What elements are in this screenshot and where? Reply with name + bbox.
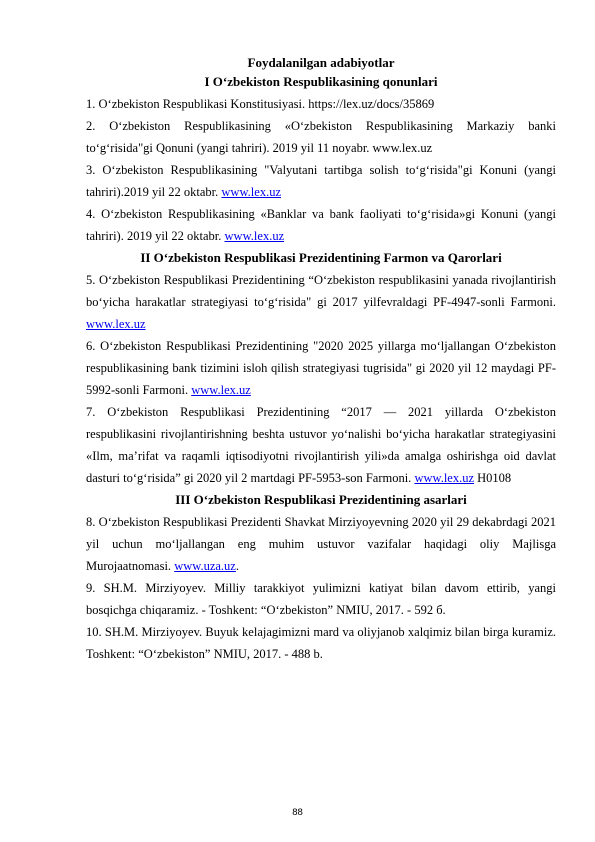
section-heading-works: III O‘zbekiston Respublikasi Prezidentining asarlari [175,492,467,507]
reference-entry-4: 4. O‘zbekiston Respublikasining «Banklar va bank faoliyati to‘g‘risida»gi Konuni (yangi tahriri). 2019 yil 22 oktabr. www.lex.uz [86,207,556,243]
reference-link[interactable]: www.lex.uz [414,471,475,485]
page-title: Foydalanilgan adabiyotlar [247,55,395,70]
reference-entry-9: 9. SH.M. Mirziyoyev. Milliy tarakkiyot yulimizni katiyat bilan davom ettirib, yangi bosqichga chiqaramiz. - Toshkent: “O‘zbekiston” NMIU, 2017. - 592 б. [86,581,556,617]
reference-entry-2: 2. O‘zbekiston Respublikasining «O‘zbekiston Respublikasining Markaziy banki to‘g‘risida"gi Qonuni (yangi tahriri). 2019 yil 11 noyabr. www.lex.uz [86,119,556,155]
reference-entry-8: 8. O‘zbekiston Respublikasi Prezidenti Shavkat Mirziyoyevning 2020 yil 29 dekabrdagi 2021 yil uchun mo‘ljallangan eng muhim ustuvor vazifalar haqidagi oliy Majlisga Murojaatnomasi. www.uza.uz. [86,515,556,573]
reference-link[interactable]: www.uza.uz [174,559,236,573]
reference-entry-6: 6. O‘zbekiston Respublikasi Prezidentining "2020 2025 yillarga mo‘ljallangan O‘zbekiston respublikasining bank tizimini isloh qilish strategiyasi tugrisida" gi 2020 yil 12 maydagi PF-5992-sonli Farmoni. www.lex.uz [86,339,556,397]
reference-link[interactable]: www.lex.uz [86,317,146,331]
reference-link[interactable]: www.lex.uz [221,185,281,199]
reference-entry-5: 5. O‘zbekiston Respublikasi Prezidentining “O‘zbekiston respublikasini yanada rivojlantirish bo‘yicha harakatlar strategiyasi to‘g‘risida" gi 2017 yilfevraldagi PF-4947-sonli Farmoni. www.lex.uz [86,273,556,331]
section-heading-laws: I O‘zbekiston Respublikasining qonunlari [204,74,438,89]
page-number: 88 [292,807,303,818]
reference-entry-10: 10. SH.M. Mirziyoyev. Buyuk kelajagimizni mard va oliyjanob xalqimiz bilan birga kuramiz. Toshkent: “O‘zbekiston” NMIU, 2017. - 488 b. [86,625,556,661]
section-heading-decrees: II O‘zbekiston Respublikasi Prezidentining Farmon va Qarorlari [140,250,502,265]
reference-entry-1: 1. O‘zbekiston Respublikasi Konstitusiyasi. https://lex.uz/docs/35869 [86,97,435,111]
reference-entry-3: 3. O‘zbekiston Respublikasining "Valyutani tartibga solish to‘g‘risida"gi Konuni (yangi tahriri).2019 yil 22 oktabr. www.lex.uz [86,163,556,199]
reference-entry-7: 7. O‘zbekiston Respublikasi Prezidentining “2017 — 2021 yillarda O‘zbekiston respublikasini rivojlantirishning beshta ustuvor yo‘nalishi bo‘yicha harakatlar strategiyasini «Ilm, ma’rifat va raqamli iqtisodiyotni rivojlantirish yili»da amalga oshirishga oid davlat dasturi to‘g‘risida” gi 2020 yil 2 martdagi PF-5953-son Farmoni. www.lex.uz H0108 [86,405,556,485]
reference-link[interactable]: www.lex.uz [224,229,285,243]
document-body [86,54,556,665]
reference-link[interactable]: www.lex.uz [191,383,251,397]
